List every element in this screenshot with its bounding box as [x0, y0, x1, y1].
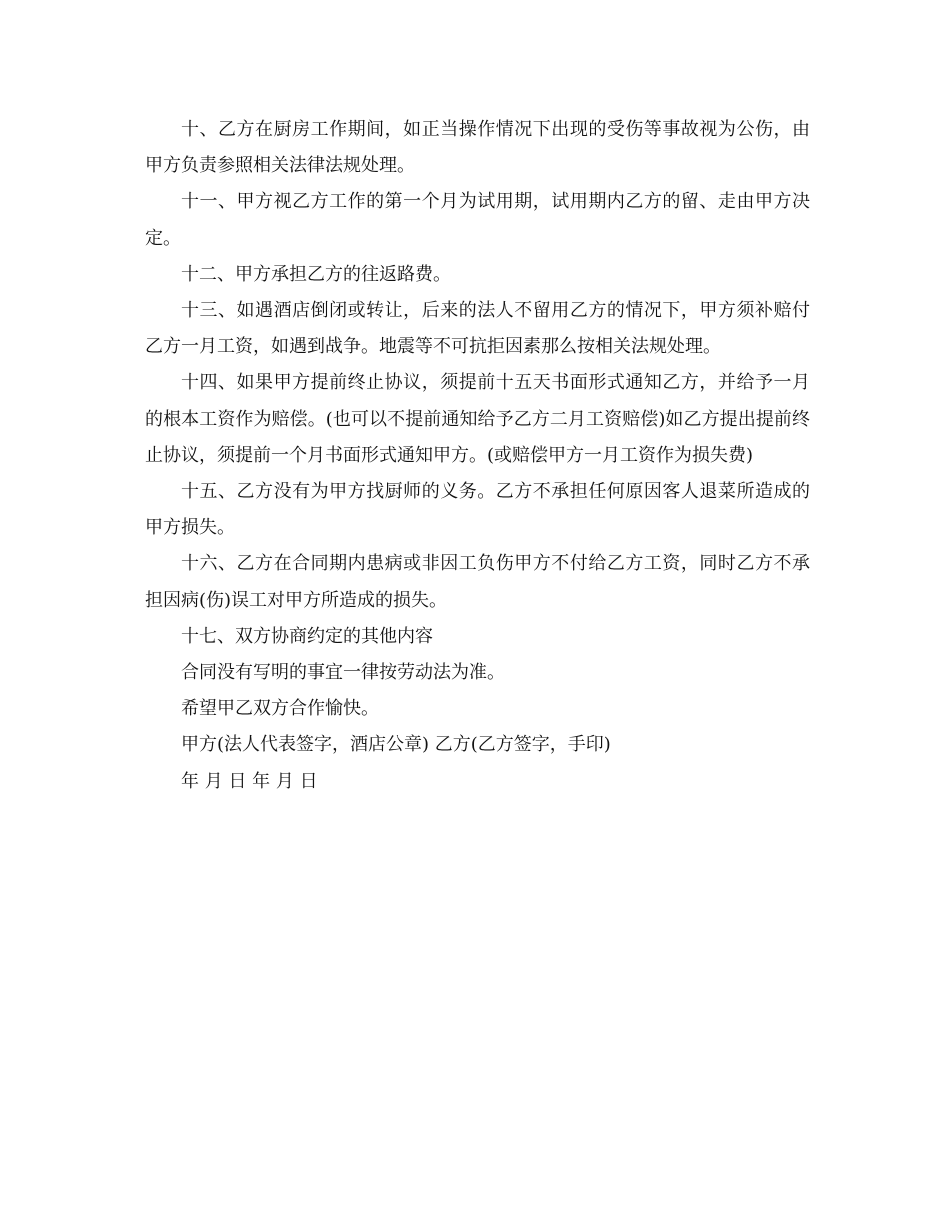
clause-14: 十四、如果甲方提前终止协议，须提前十五天书面形式通知乙方，并给予一月的根本工资作为赔偿。(也可以不提前通知给予乙方二月工资赔偿)如乙方提出提前终止协议，须提前一个月书面形式通知甲方。(或赔偿甲方一月工资作为损失费) — [145, 372, 810, 466]
signature-line: 甲方(法人代表签字，酒店公章) 乙方(乙方签字，手印) — [181, 734, 611, 756]
clause-16: 十六、乙方在合同期内患病或非因工负伤甲方不付给乙方工资，同时乙方不承担因病(伤)误工对甲方所造成的损失。 — [145, 553, 810, 611]
document-body — [145, 112, 810, 800]
clause-10: 十、乙方在厨房工作期间，如正当操作情况下出现的受伤等事故视为公伤，由甲方负责参照相关法律法规处理。 — [145, 119, 810, 177]
clause-12: 十二、甲方承担乙方的往返路费。 — [181, 263, 451, 285]
date-line: 年 月 日 年 月 日 — [181, 770, 318, 792]
clause-15: 十五、乙方没有为甲方找厨师的义务。乙方不承担任何原因客人退菜所造成的甲方损失。 — [145, 481, 810, 539]
clause-11: 十一、甲方视乙方工作的第一个月为试用期，试用期内乙方的留、走由甲方决定。 — [145, 191, 810, 249]
labor-law-note: 合同没有写明的事宜一律按劳动法为准。 — [181, 662, 505, 684]
clause-17: 十七、双方协商约定的其他内容 — [181, 625, 433, 647]
closing-wish: 希望甲乙双方合作愉快。 — [181, 698, 379, 720]
clause-13: 十三、如遇酒店倒闭或转让，后来的法人不留用乙方的情况下，甲方须补赔付乙方一月工资，如遇到战争。地震等不可抗拒因素那么按相关法规处理。 — [145, 300, 810, 358]
